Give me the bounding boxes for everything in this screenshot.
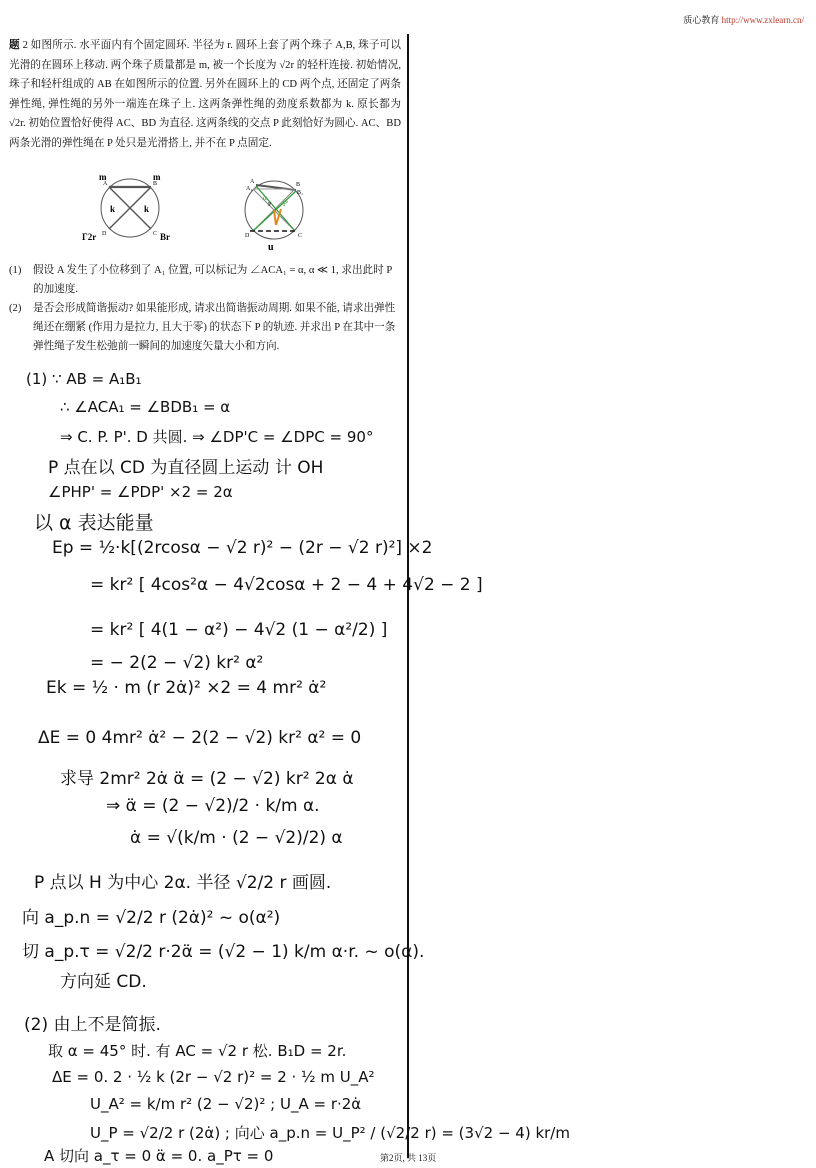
fig-right-label-b: B	[296, 182, 301, 188]
question-2-text: 是否会形成简谐振动? 如果能形成, 请求出简谐振动周期. 如果不能, 请求出弹性绳还在绷紧 (作用力是拉力, 且大于零) 的状态下 P 的轨迹. 并求出 P 在其中一条弹性绳子发生松弛前一瞬间的加速度矢量大小和方向.	[33, 303, 396, 352]
solution-line: ⇒ C. P. P'. D 共圆. ⇒ ∠DP'C = ∠DPC = 90°	[60, 428, 374, 446]
question-1-number: (1)	[9, 265, 22, 276]
fig-right-label-u: u	[268, 242, 274, 253]
fig-right-label-a: A	[250, 179, 255, 185]
solution-line: (1) ∵ AB = A₁B₁	[26, 370, 142, 388]
problem-text: 2 如图所示. 水平面内有个固定圆环. 半径为 r. 圆环上套了两个珠子 A,B, 珠子可以光滑的在圆环上移动. 两个珠子质量都是 m, 被一个长度为 √2r 的轻杆连接. 初始情况, 珠子和轻杆组成的 AB 在如图所示的位置. 另外在圆环上的 CD 两个点, 还固定了两条弹性绳, 弹性绳的另外一端连在珠子上. 这两条弹性绳的劲度系数都为 k. 原长都为 √2r. 初始位置恰好使得 AC、BD 为直径. 这两条线的交点 P 此刻恰好为圆心. AC、BD 两条光滑的弹性绳在 P 处只是光滑搭上, 并不在 P 点固定.	[9, 40, 401, 149]
column-divider	[407, 34, 409, 1158]
fig-right-label-p: P	[268, 202, 272, 208]
fig-left-k-2: k	[144, 204, 150, 214]
fig-right-label-b1: B₁	[297, 190, 304, 196]
page-footer: 第2页, 共 13页	[380, 1153, 437, 1163]
fig-right-label-alpha: α	[263, 194, 267, 202]
solution-line: α̇ = √(k/m · (2 − √2)/2) α	[130, 828, 343, 848]
solution-line: = kr² [ 4(1 − α²) − 4√2 (1 − α²/2) ]	[90, 620, 388, 640]
header-site: 质心教育	[683, 15, 720, 25]
solution-line: 方向延 CD.	[60, 972, 147, 992]
fig-left-mass-1: m	[99, 172, 107, 182]
question-1-text: 假设 A 发生了小位移到了 A₁ 位置, 可以标记为 ∠ACA₁ = α, α ≪ 1, 求出此时 P 的加速度.	[33, 265, 392, 295]
problem-figures	[80, 172, 340, 254]
solution-line: 取 α = 45° 时. 有 AC = √2 r 松. B₁D = 2r.	[48, 1042, 347, 1060]
solution-line: (2) 由上不是简振.	[24, 1015, 161, 1035]
solution-line: U_P = √2/2 r (2α̇) ; 向心 a_p.n = U_P² / (√2/2 r) = (3√2 − 4) kr/m	[90, 1124, 570, 1142]
solution-line: U_A² = k/m r² (2 − √2)² ; U_A = r·2α̇	[90, 1095, 362, 1113]
fig-right-label-a1: A₁	[246, 186, 253, 192]
figure-right	[245, 179, 303, 253]
fig-left-label-b: B	[153, 181, 158, 187]
solution-line: ∠PHP' = ∠PDP' ×2 = 2α	[48, 483, 233, 501]
figure-left	[82, 172, 170, 242]
problem-statement	[9, 36, 401, 154]
question-1	[9, 261, 401, 299]
fig-right-label-c: C	[298, 233, 303, 239]
header-url[interactable]: http://www.zxlearn.cn/	[721, 15, 804, 25]
solution-line: ∴ ∠ACA₁ = ∠BDB₁ = α	[60, 398, 231, 416]
fig-left-label-a: A	[103, 181, 108, 187]
solution-line: ⇒ α̈ = (2 − √2)/2 · k/m α.	[106, 796, 320, 816]
page-header	[683, 13, 804, 26]
fig-left-mass-2: m	[153, 172, 161, 182]
solution-line: 切 a_p.τ = √2/2 r·2α̈ = (√2 − 1) k/m α·r. ~ o(α).	[22, 942, 425, 962]
solution-line: P 点在以 CD 为直径圆上运动 计 OH	[48, 458, 324, 478]
problem-label: 题	[9, 39, 20, 51]
fig-right-label-p1: P'	[283, 200, 289, 208]
solution-line: 求导 2mr² 2α̇ α̈ = (2 − √2) kr² 2α α̇	[60, 769, 354, 789]
solution-line: 向 a_p.n = √2/2 r (2α̇)² ~ o(α²)	[22, 908, 281, 928]
solution-line: P 点以 H 为中心 2α. 半径 √2/2 r 画圆.	[34, 873, 332, 893]
solution-line: 以 α 表达能量	[34, 512, 154, 534]
solution-line: = kr² [ 4cos²α − 4√2cosα + 2 − 4 + 4√2 − 2 ]	[90, 575, 483, 595]
fig-left-k-1: k	[110, 204, 116, 214]
fig-left-r-1: Γ2r	[82, 232, 97, 242]
fig-right-label-d: D	[245, 233, 250, 239]
solution-line: A 切向 a_τ = 0 α̈ = 0. a_Pτ = 0	[44, 1147, 274, 1165]
question-2	[9, 299, 401, 356]
solution-line: Ek = ½ · m (r 2α̇)² ×2 = 4 mr² α̇²	[46, 678, 327, 698]
question-2-number: (2)	[9, 303, 22, 314]
solution-line: ΔE = 0 4mr² α̇² − 2(2 − √2) kr² α² = 0	[38, 728, 362, 748]
solution-line: = − 2(2 − √2) kr² α²	[90, 653, 264, 673]
fig-left-label-d: D	[102, 231, 107, 237]
fig-left-label-c: C	[153, 231, 158, 237]
fig-left-r-2: Br	[160, 232, 170, 242]
solution-line: ΔE = 0. 2 · ½ k (2r − √2 r)² = 2 · ½ m U_A²	[52, 1068, 375, 1086]
solution-line: Ep = ½·k[(2rcosα − √2 r)² − (2r − √2 r)²] ×2	[52, 538, 433, 558]
